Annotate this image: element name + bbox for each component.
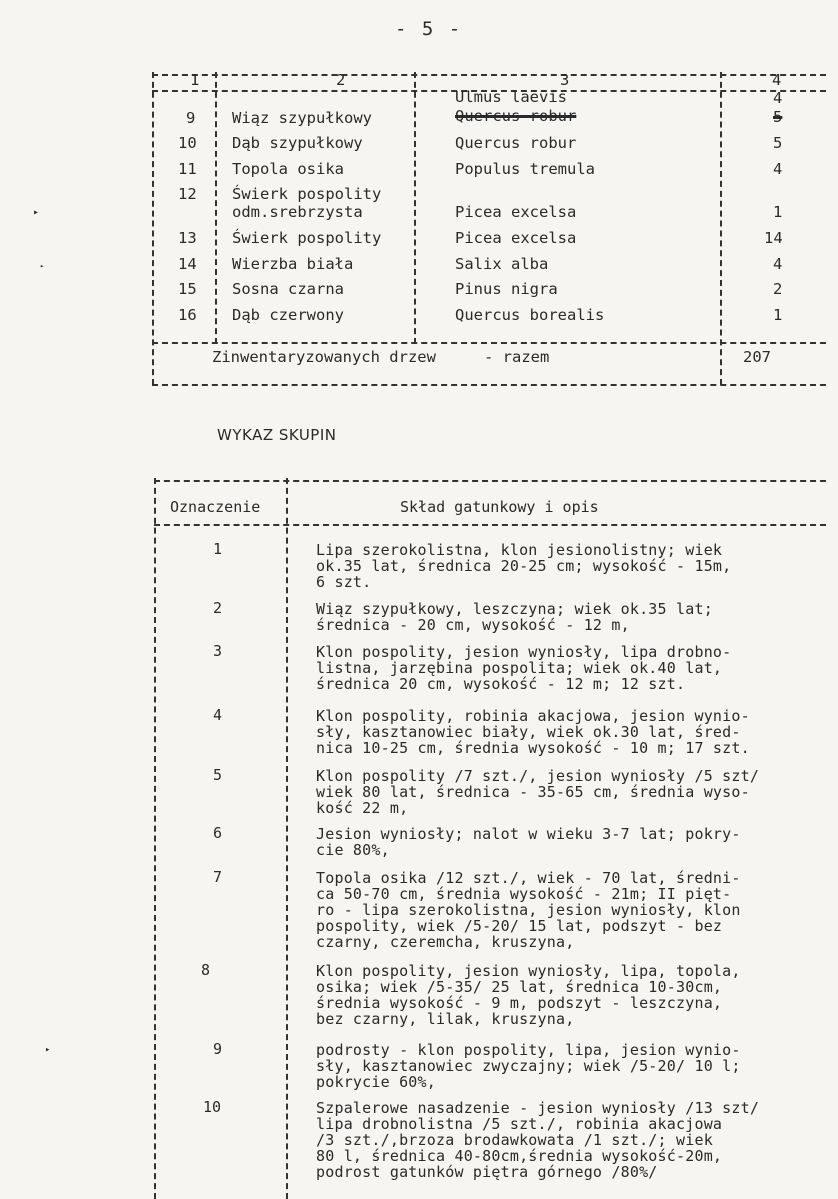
table1-col-divider-1 — [215, 72, 217, 344]
total-label: Zinwentaryzowanych drzew — [212, 348, 436, 366]
margin-mark: ▸ — [45, 1045, 51, 1055]
species-latin-name: Picea excelsa — [455, 229, 577, 247]
species-polish-name: Świerk pospolity odm.srebrzysta — [232, 185, 382, 221]
table1-top-border — [152, 74, 826, 76]
table-row-number: 13 — [178, 229, 197, 247]
group-description: Klon pospolity, jesion wyniosły, lipa drobno- listna, jarzębina pospolita; wiek ok.40 lat, średnica 20 cm, wysokość - 12 m; 12 szt. — [316, 643, 732, 693]
species-polish-name: Wierzba biała — [232, 255, 354, 273]
section-title: WYKAZ SKUPIN — [217, 426, 337, 444]
species-latin-name: Picea excelsa — [455, 203, 577, 221]
table1-left-border — [152, 72, 154, 385]
group-id: 6 — [213, 824, 223, 842]
species-polish-name: Sosna czarna — [232, 280, 344, 298]
table2-left-border — [154, 478, 156, 1199]
total-value: 207 — [743, 348, 771, 366]
species-latin-name: Salix alba — [455, 255, 549, 273]
group-id: 9 — [213, 1040, 223, 1058]
total-suffix: - razem — [484, 348, 550, 366]
column-number-4: 4 — [772, 71, 782, 89]
species-polish-name: Dąb czerwony — [232, 306, 344, 324]
species-polish-name: Topola osika — [232, 160, 344, 178]
tree-count: 4 — [773, 160, 783, 178]
group-id: 3 — [213, 642, 223, 660]
group-description: Wiąz szypułkowy, leszczyna; wiek ok.35 lat; średnica - 20 cm, wysokość - 12 m, — [316, 600, 713, 634]
table-row-number: 14 — [178, 255, 197, 273]
column-number-1: 1 — [190, 71, 200, 89]
group-description: Jesion wyniosły; nalot w wieku 3-7 lat; pokry- cie 80%, — [316, 825, 741, 859]
table-row-number: 15 — [178, 280, 197, 298]
species-latin-name: Populus tremula — [455, 160, 595, 178]
table-row-number: 10 — [178, 134, 197, 152]
group-description: podrosty - klon pospolity, lipa, jesion wynio- sły, kasztanowiec zwyczajny; wiek /5-20/ 10 l; pokrycie 60%, — [316, 1041, 741, 1091]
tree-count: 14 — [764, 229, 783, 247]
tree-count: 1 — [773, 306, 783, 324]
table2-col-divider — [286, 478, 288, 1199]
group-id: 4 — [213, 706, 223, 724]
group-id: 2 — [213, 599, 223, 617]
tree-count: 5 — [773, 134, 783, 152]
tree-count: 4 — [773, 89, 783, 107]
group-id: 7 — [213, 868, 223, 886]
designation-header: Oznaczenie — [170, 498, 261, 516]
group-id: 1 — [213, 540, 223, 558]
table2-top-border — [154, 480, 826, 482]
column-number-2: 2 — [336, 71, 346, 89]
table1-total-top-border — [152, 342, 826, 344]
group-description: Szpalerowe nasadzenie - jesion wyniosły /13 szt/ lipa drobnolistna /5 szt./, robinia akacjowa /3 szt./,brzoza brodawkowata /1 szt./; wiek 80 l, średnica 40-80cm,średnia wysokość-20m, podrost gatunków piętra górnego /80%/ — [316, 1099, 760, 1181]
species-latin-name: Quercus robur — [455, 134, 577, 152]
table-row-number: 9 — [186, 109, 196, 127]
margin-mark: ▸ — [40, 262, 45, 270]
group-id: 5 — [213, 766, 223, 784]
margin-mark: ▸ — [33, 207, 40, 218]
group-id: 10 — [203, 1098, 222, 1116]
table-row-number: 12 — [178, 185, 197, 203]
table2-header-border — [154, 524, 826, 526]
species-latin-name: Quercus borealis — [455, 306, 605, 324]
tree-count: 4 — [773, 255, 783, 273]
species-latin-name: Pinus nigra — [455, 280, 558, 298]
species-polish-name: Dąb szypułkowy — [232, 134, 363, 152]
species-polish-name: Wiąz szypułkowy — [232, 109, 372, 127]
table-row-number: 11 — [178, 160, 197, 178]
table-row-number: 16 — [178, 306, 197, 324]
group-id: 8 — [201, 961, 211, 979]
group-description: Klon pospolity /7 szt./, jesion wyniosły /5 szt/ wiek 80 lat, średnica - 35-65 cm, średnia wyso- kość 22 m, — [316, 767, 760, 817]
group-description: Topola osika /12 szt./, wiek - 70 lat, średni- ca 50-70 cm, średnia wysokość - 21m; II pięt- ro - lipa szerokolistna, jesion wyniosły, klon pospolity, wiek /5-20/ 15 lat, podszyt - bez czarny, czeremcha, kruszyna, — [316, 869, 741, 951]
group-description: Klon pospolity, robinia akacjowa, jesion wynio- sły, kasztanowiec biały, wiek ok.30 lat, śred- nica 10-25 cm, średnia wysokość - 10 m; 17 szt. — [316, 707, 750, 757]
tree-count: 2 — [773, 280, 783, 298]
group-description: Klon pospolity, jesion wyniosły, lipa, topola, osika; wiek /5-35/ 25 lat, średnica 10-30cm, średnia wysokość - 9 m, podszyt - leszczyna, bez czarny, lilak, kruszyna, — [316, 962, 741, 1028]
table1-col-divider-3 — [720, 72, 722, 385]
tree-count: 1 — [773, 203, 783, 221]
description-header: Skład gatunkowy i opis — [400, 498, 599, 516]
species-latin-name: Ulmus laevis — [455, 88, 567, 106]
table1-bottom-border — [152, 384, 826, 386]
species-polish-name: Świerk pospolity — [232, 229, 382, 247]
tree-count-struck: 5 — [773, 108, 783, 126]
species-latin-name-struck: Quercus robur — [455, 107, 577, 125]
group-description: Lipa szerokolistna, klon jesionolistny; wiek ok.35 lat, średnica 20-25 cm; wysokość - 15m, 6 szt. — [316, 541, 732, 591]
table1-col-divider-2 — [414, 72, 416, 344]
column-number-3: 3 — [560, 71, 570, 89]
page-number: - 5 - — [395, 18, 463, 40]
